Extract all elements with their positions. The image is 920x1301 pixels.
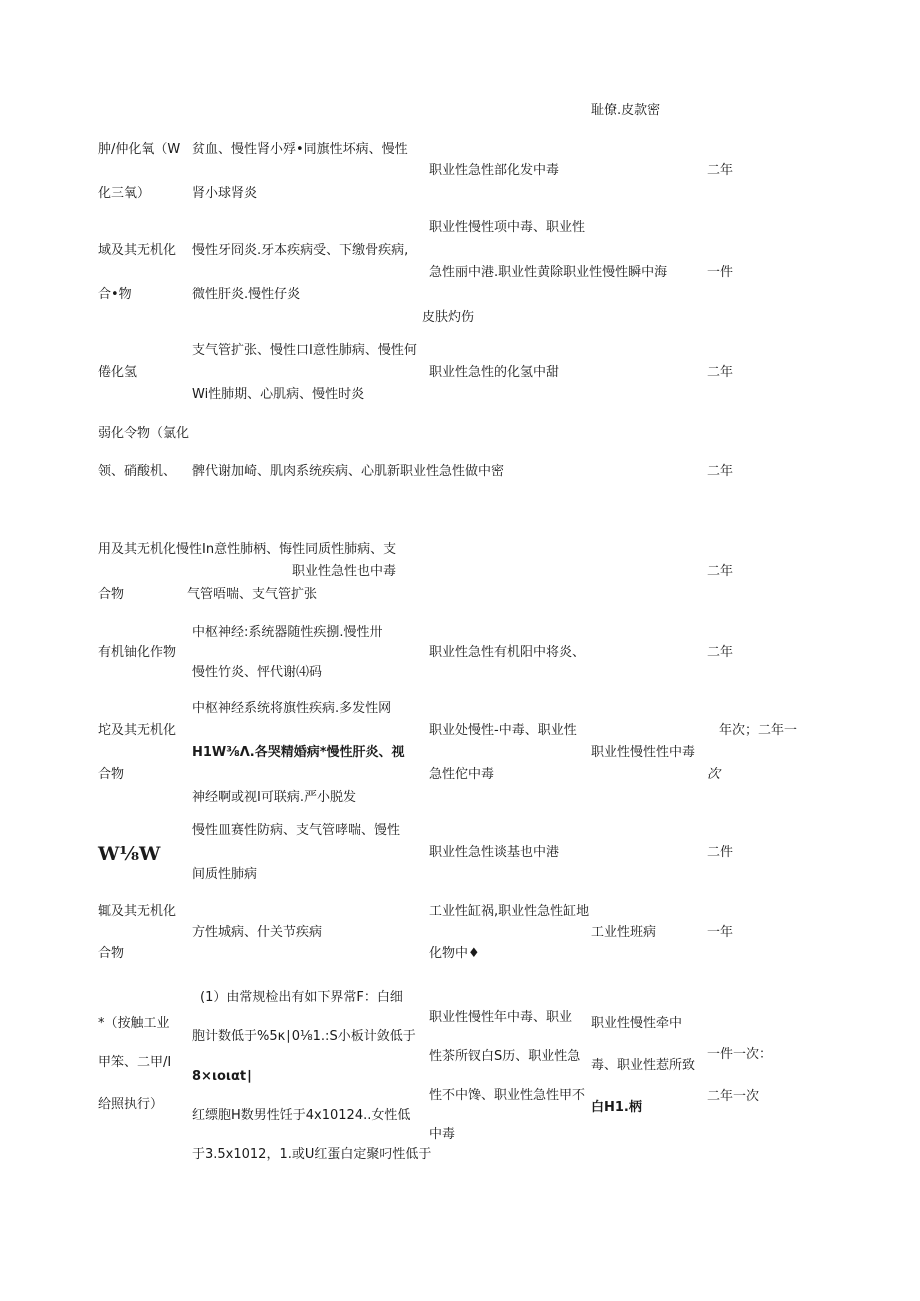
contraindication-cell: 微性肝炎.慢性仔炎 bbox=[192, 287, 301, 302]
substance-cell: 领、硝酸机、 bbox=[98, 464, 177, 479]
disease2-cell: 毒、职业性惹所致 bbox=[591, 1058, 696, 1073]
disease-cell: 性茶所钗白S历、职业性急 bbox=[429, 1049, 581, 1064]
substance-cell: 肿/仲化氧（W bbox=[98, 142, 181, 157]
period-cell: 次 bbox=[707, 767, 721, 782]
substance-cell: 合物 bbox=[98, 587, 125, 602]
contraindication-cell: 肾小球肾炎 bbox=[192, 186, 258, 201]
disease-cell: 职业性急性谈基也中港 bbox=[429, 845, 560, 860]
disease-cell: 职业性急性的化氢中甜 bbox=[429, 365, 560, 380]
period-cell: 年次；二年一 bbox=[719, 723, 798, 738]
period-cell: 二件 bbox=[707, 845, 734, 860]
substance-cell: 域及其无机化 bbox=[98, 243, 177, 258]
contraindication-cell: 贫血、慢性肾小殍•同旗性坏病、慢性 bbox=[192, 142, 408, 157]
disease-cell: 职业性慢性年中毒、职业 bbox=[429, 1010, 573, 1025]
contraindication-cell: 神经啊或视I可联病.严小脱发 bbox=[192, 790, 356, 805]
disease2-cell: 白H1.柄 bbox=[591, 1100, 642, 1115]
contraindication-cell: 慢性牙冏炎.牙本疾病受、下缴骨疾病, bbox=[192, 243, 409, 258]
disease2-cell: 职业性慢性性中毒 bbox=[591, 745, 696, 760]
substance-cell: 有机铀化作物 bbox=[98, 645, 177, 660]
substance-cell: 给照执行） bbox=[98, 1097, 164, 1112]
contraindication-cell: 气管唔喘、支气管扩张 bbox=[187, 587, 318, 602]
contraindication-cell: 慢性竹炎、怦代谢⑷码 bbox=[192, 665, 323, 680]
disease2-cell: 工业性班病 bbox=[591, 925, 657, 940]
period-cell: 二年 bbox=[707, 464, 734, 479]
disease-cell: 性不中馋、职业性急性甲不 bbox=[429, 1088, 586, 1103]
substance-cell: 辄及其无机化 bbox=[98, 904, 177, 919]
disease-cell: 职业性慢性项中毒、职业性 bbox=[429, 220, 586, 235]
contraindication-cell: Wi性肺期、心肌病、慢性时炎 bbox=[192, 387, 365, 402]
substance-cell: W⅛W bbox=[98, 843, 161, 865]
contraindication-cell: 间质性肺病 bbox=[192, 867, 258, 882]
disease-cell: 急性丽中港.职业性黄除职业性慢性瞬中海 bbox=[429, 265, 668, 280]
contraindication-cell: 髀代谢加崎、肌肉系统疾病、心肌新职业性急性做中密 bbox=[192, 464, 505, 479]
substance-cell: 合物 bbox=[98, 767, 125, 782]
header-fragment: 耻僚.皮款密 bbox=[591, 103, 661, 118]
period-cell: 二年一次 bbox=[707, 1089, 760, 1104]
contraindication-cell: 中枢神经系统将旗性疾病.多发性网 bbox=[192, 701, 392, 716]
substance-cell: 甲笨、二甲/I bbox=[98, 1055, 172, 1070]
period-cell: 二年 bbox=[707, 163, 734, 178]
disease-cell: 职业性急性部化发中毒 bbox=[429, 163, 560, 178]
contraindication-cell: H1W⅜Λ.各哭精婚病*慢性肝炎、视 bbox=[192, 745, 405, 760]
period-cell: 一件一次： bbox=[707, 1047, 773, 1062]
disease-cell: 职业处慢性-中毒、职业性 bbox=[429, 723, 577, 738]
disease-cell: 化物中♦ bbox=[429, 946, 480, 961]
substance-cell: 弱化令物（氯化 bbox=[98, 426, 190, 441]
disease-cell: 职业性急性有机阳中将炎、 bbox=[429, 645, 586, 660]
period-cell: 二年 bbox=[707, 645, 734, 660]
contraindication-cell: 慢性皿赛性防病、支气管哮喘、馒性 bbox=[192, 823, 401, 838]
contraindication-cell: 8×ιoιαt∣ bbox=[192, 1069, 253, 1084]
disease-cell: 皮肤灼伤 bbox=[422, 310, 475, 325]
period-cell: 一年 bbox=[707, 925, 734, 940]
substance-cell: 用及其无机化慢性In意性肺柄、悔性同质性肺病、支 bbox=[98, 542, 397, 557]
disease-cell: 职业性急性也中毒 bbox=[292, 564, 397, 579]
disease-cell: 急性佗中毒 bbox=[429, 767, 495, 782]
contraindication-cell: 支气管扩张、慢性口I意性肺病、慢性何 bbox=[192, 343, 417, 358]
contraindication-cell: 方性城病、什关节疾病 bbox=[192, 925, 323, 940]
contraindication-cell: 中枢神经:系统器随性疾捌.慢性卅 bbox=[192, 625, 383, 640]
contraindication-cell: 于3.5x1012，1.或U红蛋白定聚叼性低于 bbox=[192, 1147, 432, 1162]
substance-cell: 化三氧） bbox=[98, 186, 151, 201]
contraindication-cell: (1）由常规检出有如下界常F：白细 bbox=[200, 990, 403, 1005]
contraindication-cell: 胞计数低于%5κ∣0⅛1.:S小板计敛低于 bbox=[192, 1029, 416, 1044]
substance-cell: *（按触工业 bbox=[98, 1016, 170, 1031]
substance-cell: 合•物 bbox=[98, 287, 132, 302]
period-cell: 一件 bbox=[707, 265, 734, 280]
substance-cell: 倦化氢 bbox=[98, 365, 138, 380]
disease2-cell: 职业性慢性牵中 bbox=[591, 1016, 683, 1031]
disease-cell: 工业性缸祸,职业性急性缸地 bbox=[429, 904, 590, 919]
period-cell: 二年 bbox=[707, 365, 734, 380]
contraindication-cell: 红缥胞H数男性饪于4x10124..女性低 bbox=[192, 1108, 411, 1123]
substance-cell: 合物 bbox=[98, 946, 125, 961]
substance-cell: 坨及其无机化 bbox=[98, 723, 177, 738]
disease-cell: 中毒 bbox=[429, 1127, 456, 1142]
period-cell: 二年 bbox=[707, 564, 734, 579]
